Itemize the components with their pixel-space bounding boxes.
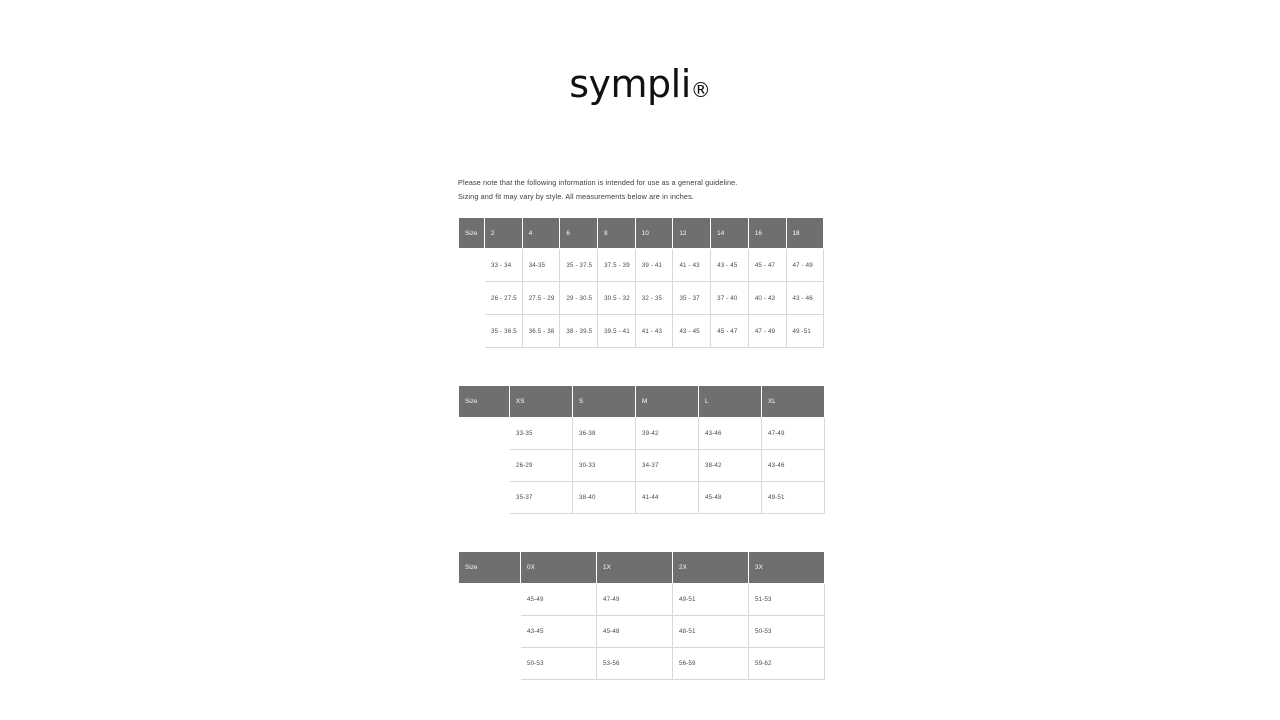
row-header: Hip xyxy=(459,315,485,348)
table-header-row xyxy=(459,552,825,584)
column-header: 14 xyxy=(711,218,749,249)
row-header: Hip xyxy=(459,648,521,680)
table-cell: 59-62 xyxy=(749,648,825,680)
column-header: 4 xyxy=(522,218,560,249)
row-header: Bust xyxy=(459,249,485,282)
column-header: Size xyxy=(459,218,485,249)
table-cell: 36.5 - 38 xyxy=(522,315,560,348)
brand-logo xyxy=(0,62,1280,106)
table-cell: 48-51 xyxy=(673,616,749,648)
table-cell: 51-53 xyxy=(749,584,825,616)
brand-registered-mark: ® xyxy=(690,78,711,102)
column-header: 3X xyxy=(749,552,825,584)
table-cell: 33 - 34 xyxy=(485,249,523,282)
table-cell: 47-49 xyxy=(762,418,825,450)
table-cell: 43-46 xyxy=(762,450,825,482)
table-cell: 30.5 - 32 xyxy=(598,282,636,315)
table-cell: 35 - 37 xyxy=(673,282,711,315)
column-header: 6 xyxy=(560,218,598,249)
table-cell: 40 - 43 xyxy=(748,282,786,315)
table-cell: 39.5 - 41 xyxy=(598,315,636,348)
table-cell: 49 -51 xyxy=(786,315,824,348)
row-header: Waist xyxy=(459,616,521,648)
table-cell: 41 - 43 xyxy=(635,315,673,348)
column-header: Size xyxy=(459,552,521,584)
table-row xyxy=(459,482,825,514)
table-cell: 38-42 xyxy=(699,450,762,482)
row-header: Hip xyxy=(459,482,510,514)
table-cell: 39 - 41 xyxy=(635,249,673,282)
table-cell: 43 - 45 xyxy=(711,249,749,282)
table-header-row xyxy=(459,218,824,249)
column-header: 1X xyxy=(597,552,673,584)
table-cell: 43-46 xyxy=(699,418,762,450)
table-cell: 33-35 xyxy=(510,418,573,450)
table-cell: 37 - 40 xyxy=(711,282,749,315)
row-header: Bust xyxy=(459,418,510,450)
table-cell: 50-53 xyxy=(749,616,825,648)
table-cell: 26 - 27.5 xyxy=(485,282,523,315)
table-cell: 49-51 xyxy=(762,482,825,514)
column-header: XL xyxy=(762,386,825,418)
table-cell: 43-45 xyxy=(521,616,597,648)
table-cell: 45-48 xyxy=(597,616,673,648)
table-cell: 53-56 xyxy=(597,648,673,680)
table-cell: 50-53 xyxy=(521,648,597,680)
plus-size-table xyxy=(458,551,825,680)
table-row xyxy=(459,315,824,348)
column-header: 10 xyxy=(635,218,673,249)
column-header: 8 xyxy=(598,218,636,249)
table-cell: 49-51 xyxy=(673,584,749,616)
table-cell: 35 - 36.5 xyxy=(485,315,523,348)
table-row xyxy=(459,616,825,648)
table-row xyxy=(459,282,824,315)
column-header: Size xyxy=(459,386,510,418)
table-cell: 45 - 47 xyxy=(711,315,749,348)
table-row xyxy=(459,648,825,680)
table-cell: 34-37 xyxy=(636,450,699,482)
content-area xyxy=(458,176,824,717)
table-cell: 36-38 xyxy=(573,418,636,450)
brand-name: sympli xyxy=(569,62,691,106)
table-cell: 43 - 45 xyxy=(673,315,711,348)
guideline-note xyxy=(458,176,824,203)
column-header: 12 xyxy=(673,218,711,249)
table-row xyxy=(459,418,825,450)
table-cell: 30-33 xyxy=(573,450,636,482)
row-header: Waist xyxy=(459,282,485,315)
table-row xyxy=(459,249,824,282)
table-cell: 37.5 - 39 xyxy=(598,249,636,282)
guideline-note-line2: Sizing and fit may vary by style. All measurements below are in inches. xyxy=(458,191,694,201)
column-header: L xyxy=(699,386,762,418)
table-cell: 29 - 30.5 xyxy=(560,282,598,315)
column-header: 18 xyxy=(786,218,824,249)
table-cell: 38-40 xyxy=(573,482,636,514)
row-header: Waist xyxy=(459,450,510,482)
alpha-size-table xyxy=(458,385,825,514)
table-header-row xyxy=(459,386,825,418)
column-header: S xyxy=(573,386,636,418)
guideline-note-line1: Please note that the following information is intended for use as a general guideline. xyxy=(458,178,738,187)
table-cell: 47 - 49 xyxy=(748,315,786,348)
table-cell: 26-29 xyxy=(510,450,573,482)
table-cell: 34-35 xyxy=(522,249,560,282)
table-cell: 47-49 xyxy=(597,584,673,616)
column-header: M xyxy=(636,386,699,418)
table-row xyxy=(459,584,825,616)
table-cell: 41-44 xyxy=(636,482,699,514)
table-cell: 45-49 xyxy=(521,584,597,616)
table-cell: 56-59 xyxy=(673,648,749,680)
table-cell: 39-42 xyxy=(636,418,699,450)
table-cell: 35 - 37.5 xyxy=(560,249,598,282)
table-row xyxy=(459,450,825,482)
row-header: Bust xyxy=(459,584,521,616)
table-cell: 45 - 47 xyxy=(748,249,786,282)
column-header: 2X xyxy=(673,552,749,584)
table-cell: 41 - 43 xyxy=(673,249,711,282)
table-cell: 35-37 xyxy=(510,482,573,514)
table-cell: 43 - 46 xyxy=(786,282,824,315)
table-cell: 47 - 49 xyxy=(786,249,824,282)
column-header: 16 xyxy=(748,218,786,249)
column-header: XS xyxy=(510,386,573,418)
table-cell: 27.5 - 29 xyxy=(522,282,560,315)
column-header: 0X xyxy=(521,552,597,584)
table-cell: 32 - 35 xyxy=(635,282,673,315)
table-cell: 38 - 39.5 xyxy=(560,315,598,348)
numeric-size-table xyxy=(458,217,824,348)
column-header: 2 xyxy=(485,218,523,249)
table-cell: 45-48 xyxy=(699,482,762,514)
